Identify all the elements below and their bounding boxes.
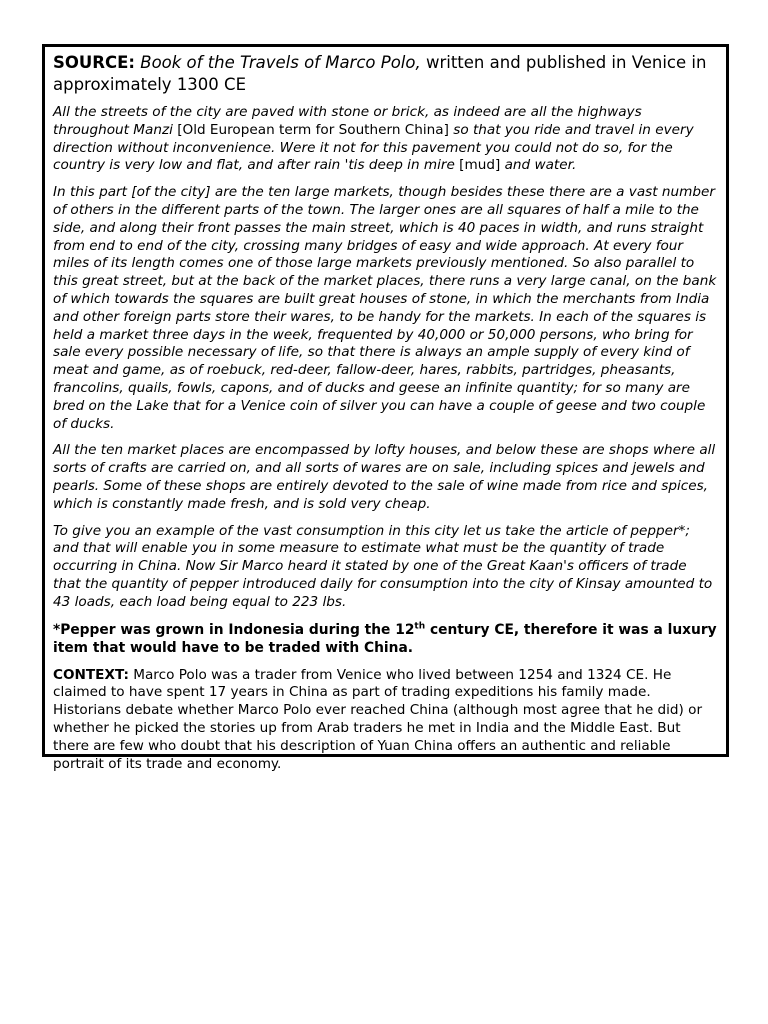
excerpt-paragraph-streets bbox=[53, 104, 718, 175]
pepper-footnote-superscript: th bbox=[414, 620, 426, 631]
editorial-note-manzi: [Old European term for Southern China] bbox=[177, 121, 449, 138]
excerpt-paragraph-shops: All the ten market places are encompassed by lofty houses, and below these are shops where all sorts of crafts are carried on, and all sorts of wares are on sale, including spices and jewels and pearls. Some of these shops are entirely devoted to the sale of wine made from rice and spices, which is constantly made fresh, and is sold very cheap. bbox=[53, 442, 716, 512]
source-label: SOURCE: bbox=[53, 53, 135, 72]
pepper-footnote-part-b: century CE, therefore it was a luxury item that would have to be traded with China. bbox=[53, 621, 717, 656]
source-content bbox=[45, 47, 726, 773]
excerpt-paragraph-markets: In this part [of the city] are the ten large markets, though besides these there are a vast number of others in the different parts of the town. The larger ones are all squares of half a mile to the side, and along their front passes the main street, which is 40 paces in width, and runs straight from end to end of the city, crossing many bridges of easy and wide approach. At every four miles of its length comes one of those large markets previously mentioned. So also parallel to this great street, but at the back of the market places, there runs a very large canal, on the bank of which towards the squares are built great houses of stone, in which the merchants from India and other foreign parts store their wares, to be handy for the markets. In each of the squares is held a market three days in the week, frequented by 40,000 or 50,000 persons, who bring for sale every possible necessary of life, so that there is always an ample supply of every kind of meat and game, as of roebuck, red-deer, fallow-deer, hares, rabbits, partridges, pheasants, francolins, quails, fowls, capons, and of ducks and geese an infinite quantity; for so many are bred on the Lake that for a Venice coin of silver you can have a couple of geese and two couple of ducks. bbox=[53, 184, 717, 432]
excerpt-paragraph-streets-part-e: and water. bbox=[500, 157, 577, 174]
pepper-footnote-part-a: *Pepper was grown in Indonesia during the 12 bbox=[53, 621, 415, 638]
context-paragraph bbox=[53, 667, 718, 774]
editorial-note-mud: [mud] bbox=[459, 157, 501, 174]
source-heading bbox=[53, 52, 718, 96]
source-box bbox=[42, 44, 729, 772]
pepper-footnote bbox=[53, 621, 718, 657]
excerpt-paragraph-streets-part-c: so that you ride and travel in every direction without inconvenience. Were it not for this pavement you could not do so, for the country is very low and flat, and after rain 'tis deep in mire bbox=[53, 121, 694, 174]
source-book-title: Book of the Travels of Marco Polo, bbox=[140, 53, 421, 72]
source-description: written and published in Venice in approximately 1300 CE bbox=[53, 53, 707, 94]
excerpt-paragraph-pepper: To give you an example of the vast consumption in this city let us take the article of pepper*; and that will enable you in some measure to estimate what must be the quantity of trade occurring in China. Now Sir Marco heard it stated by one of the Great Kaan's officers of trade that the quantity of pepper introduced daily for consumption into the city of Kinsay amounted to 43 loads, each load being equal to 223 lbs. bbox=[53, 522, 713, 610]
excerpt-paragraph-streets-part-a: All the streets of the city are paved with stone or brick, as indeed are all the highways throughout Manzi bbox=[53, 104, 642, 138]
context-text: Marco Polo was a trader from Venice who lived between 1254 and 1324 CE. He claimed to have spent 17 years in China as part of trading expeditions his family made. Historians debate whether Marco Polo ever reached China (although most agree that he did) or whether he picked the stories up from Arab traders he met in India and the Middle East. But there are few who doubt that his description of Yuan China offers an authentic and reliable portrait of its trade and economy. bbox=[53, 666, 703, 772]
context-label: CONTEXT: bbox=[53, 666, 129, 683]
